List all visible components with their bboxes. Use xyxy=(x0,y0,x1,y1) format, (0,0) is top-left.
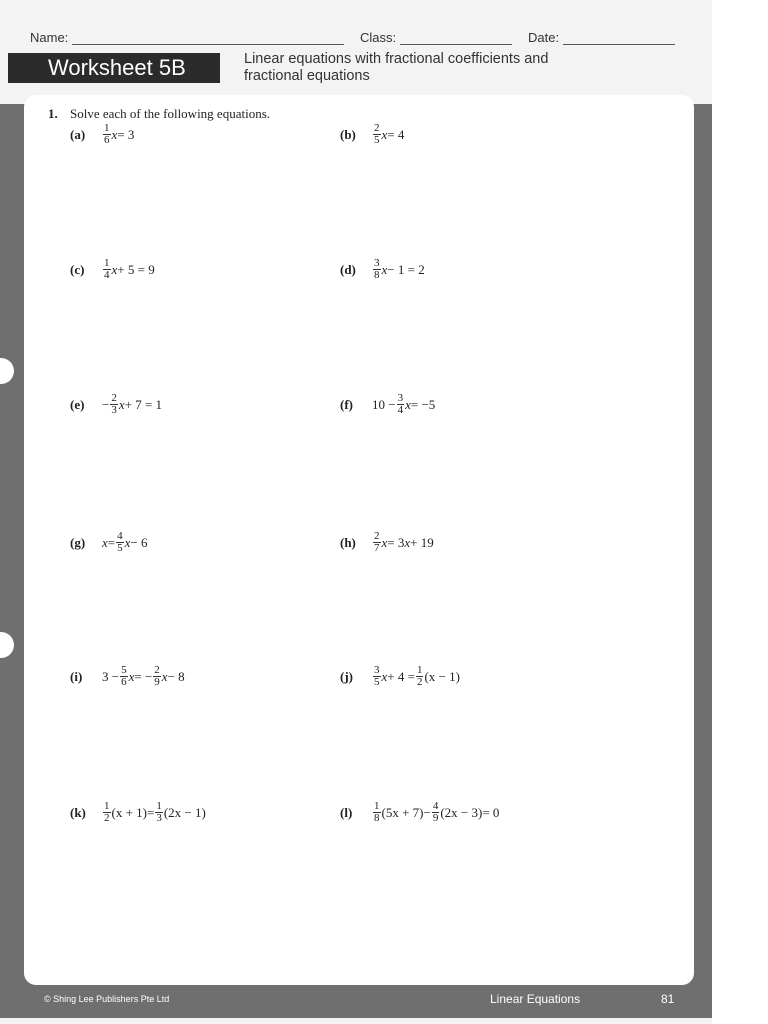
numerator: 2 xyxy=(374,530,380,542)
equation-rest: = 4 xyxy=(387,126,405,142)
problem-label: (l) xyxy=(340,804,353,820)
class-label: Class: xyxy=(360,30,397,45)
variable: x xyxy=(404,534,411,550)
equals-sign: = xyxy=(107,534,116,550)
numerator: 2 xyxy=(154,664,160,676)
problem-i xyxy=(70,665,185,688)
equation-rest: = 0 xyxy=(482,804,500,820)
variable: x xyxy=(128,668,135,684)
denominator: 3 xyxy=(156,812,162,824)
equation xyxy=(102,531,148,554)
denominator: 6 xyxy=(121,676,127,688)
fraction xyxy=(103,123,111,146)
equation xyxy=(102,123,134,146)
problem-d xyxy=(340,258,425,281)
variable: x xyxy=(381,261,388,277)
fraction xyxy=(373,531,381,554)
numerator: 1 xyxy=(104,122,110,134)
problem-g xyxy=(70,531,148,554)
problem-h xyxy=(340,531,434,554)
variable: x xyxy=(102,534,108,550)
date-label: Date: xyxy=(528,30,560,45)
question-number: 1. xyxy=(48,106,58,121)
denominator: 7 xyxy=(374,542,380,554)
punch-hole xyxy=(0,358,14,384)
numerator: 3 xyxy=(374,257,380,269)
variable: x xyxy=(161,668,168,684)
denominator: 5 xyxy=(374,676,380,688)
denominator: 8 xyxy=(374,269,380,281)
equation xyxy=(102,801,206,824)
problem-label: (j) xyxy=(340,668,353,684)
fraction xyxy=(432,801,440,824)
variable: x xyxy=(111,126,118,142)
variable: x xyxy=(381,126,388,142)
name-line xyxy=(72,44,344,45)
problem-k xyxy=(70,801,206,824)
name-field xyxy=(30,30,344,45)
variable: x xyxy=(381,534,388,550)
numerator: 1 xyxy=(104,257,110,269)
equation xyxy=(102,665,185,688)
numerator: 5 xyxy=(121,664,127,676)
numerator: 2 xyxy=(111,392,117,404)
chapter-name: Linear Equations xyxy=(490,992,581,1006)
equation-lead: 3 − xyxy=(102,668,120,684)
denominator: 2 xyxy=(104,812,110,824)
fraction xyxy=(120,665,128,688)
fraction xyxy=(110,393,118,416)
numerator: 3 xyxy=(374,664,380,676)
problem-label: (a) xyxy=(70,126,86,142)
right-margin xyxy=(712,0,768,1024)
equation-rest: + 4 = xyxy=(387,668,415,684)
fraction xyxy=(373,258,381,281)
variable: x xyxy=(118,396,125,412)
fraction xyxy=(103,258,111,281)
equation-rest: = −5 xyxy=(410,396,436,412)
equation xyxy=(372,258,425,281)
problem-f xyxy=(340,393,435,416)
numerator: 1 xyxy=(104,800,110,812)
numerator: 4 xyxy=(117,530,123,542)
problem-label: (k) xyxy=(70,804,86,820)
numerator: 1 xyxy=(416,664,423,676)
equation-rest: + 7 = 1 xyxy=(124,396,163,412)
problem-label: (f) xyxy=(340,396,353,412)
fraction xyxy=(116,531,124,554)
minus-sign: − xyxy=(423,804,431,820)
problem-j xyxy=(340,665,460,688)
denominator: 9 xyxy=(432,812,439,824)
numerator: 1 xyxy=(156,800,162,812)
denominator: 5 xyxy=(117,542,123,554)
numerator: 4 xyxy=(432,800,439,812)
equation-rest: + 5 = 9 xyxy=(117,261,155,277)
punch-hole xyxy=(0,632,14,658)
copyright: © Shing Lee Publishers Pte Ltd xyxy=(44,994,170,1004)
equation-rest: − 6 xyxy=(130,534,148,550)
parenthesis-group: (x − 1) xyxy=(424,668,460,684)
parenthesis-group: (2x − 3) xyxy=(440,804,483,820)
equation xyxy=(102,258,155,281)
variable: x xyxy=(381,668,388,684)
denominator: 4 xyxy=(104,269,110,281)
equation-rest: − 8 xyxy=(167,668,185,684)
problem-e xyxy=(70,393,162,416)
fraction xyxy=(153,665,161,688)
equals-sign: = − xyxy=(134,668,153,684)
equation xyxy=(372,801,499,824)
variable: x xyxy=(111,261,118,277)
date-line xyxy=(563,44,675,45)
variable: x xyxy=(124,534,131,550)
fraction xyxy=(397,393,405,416)
fraction xyxy=(416,665,424,688)
equation-tail: + 19 xyxy=(410,534,434,550)
worksheet-topic: Linear equations with fractional coefficients and fractional equations xyxy=(244,51,549,84)
minus-sign: − xyxy=(102,396,110,412)
problem-label: (d) xyxy=(340,261,356,277)
equation-rest: = 3 xyxy=(117,126,135,142)
problem-label: (e) xyxy=(70,396,85,412)
equation xyxy=(102,393,162,416)
equation xyxy=(372,531,434,554)
equation xyxy=(372,665,460,688)
problem-label: (b) xyxy=(340,126,356,142)
name-label: Name: xyxy=(30,30,69,45)
worksheet-title: Worksheet 5B xyxy=(8,53,220,83)
fraction xyxy=(373,665,381,688)
problem-label: (g) xyxy=(70,534,86,550)
class-line xyxy=(400,44,512,45)
parenthesis-group: (5x + 7) xyxy=(381,804,424,820)
equation-lead: 10 − xyxy=(372,396,396,412)
equation-rest: − 1 = 2 xyxy=(387,261,425,277)
numerator: 3 xyxy=(397,392,404,404)
denominator: 4 xyxy=(397,404,404,416)
problem-c xyxy=(70,258,155,281)
question-card xyxy=(24,95,694,985)
numerator: 1 xyxy=(374,800,380,812)
denominator: 9 xyxy=(154,676,160,688)
equals-sign: = xyxy=(147,804,155,820)
variable: x xyxy=(405,396,411,412)
fraction xyxy=(103,801,111,824)
date-field xyxy=(528,30,675,45)
denominator: 3 xyxy=(111,404,117,416)
denominator: 5 xyxy=(374,134,380,146)
fraction xyxy=(373,123,381,146)
problem-label: (h) xyxy=(340,534,356,550)
page-number: 81 xyxy=(661,992,675,1006)
problem-b xyxy=(340,123,404,146)
denominator: 6 xyxy=(104,134,110,146)
question-instruction: Solve each of the following equations. xyxy=(70,106,271,121)
problem-a xyxy=(70,123,134,146)
class-field xyxy=(360,30,512,45)
fraction xyxy=(155,801,163,824)
denominator: 2 xyxy=(416,676,423,688)
problem-l xyxy=(340,801,499,824)
fraction xyxy=(373,801,381,824)
parenthesis-group: (x + 1) xyxy=(111,804,147,820)
problem-label: (c) xyxy=(70,261,85,277)
parenthesis-group: (2x − 1) xyxy=(163,804,206,820)
equation xyxy=(372,123,404,146)
equation xyxy=(372,393,435,416)
denominator: 8 xyxy=(374,812,380,824)
equation-rest: = 3 xyxy=(387,534,405,550)
problem-label: (i) xyxy=(70,668,83,684)
page-footer xyxy=(0,990,712,1014)
numerator: 2 xyxy=(374,122,380,134)
